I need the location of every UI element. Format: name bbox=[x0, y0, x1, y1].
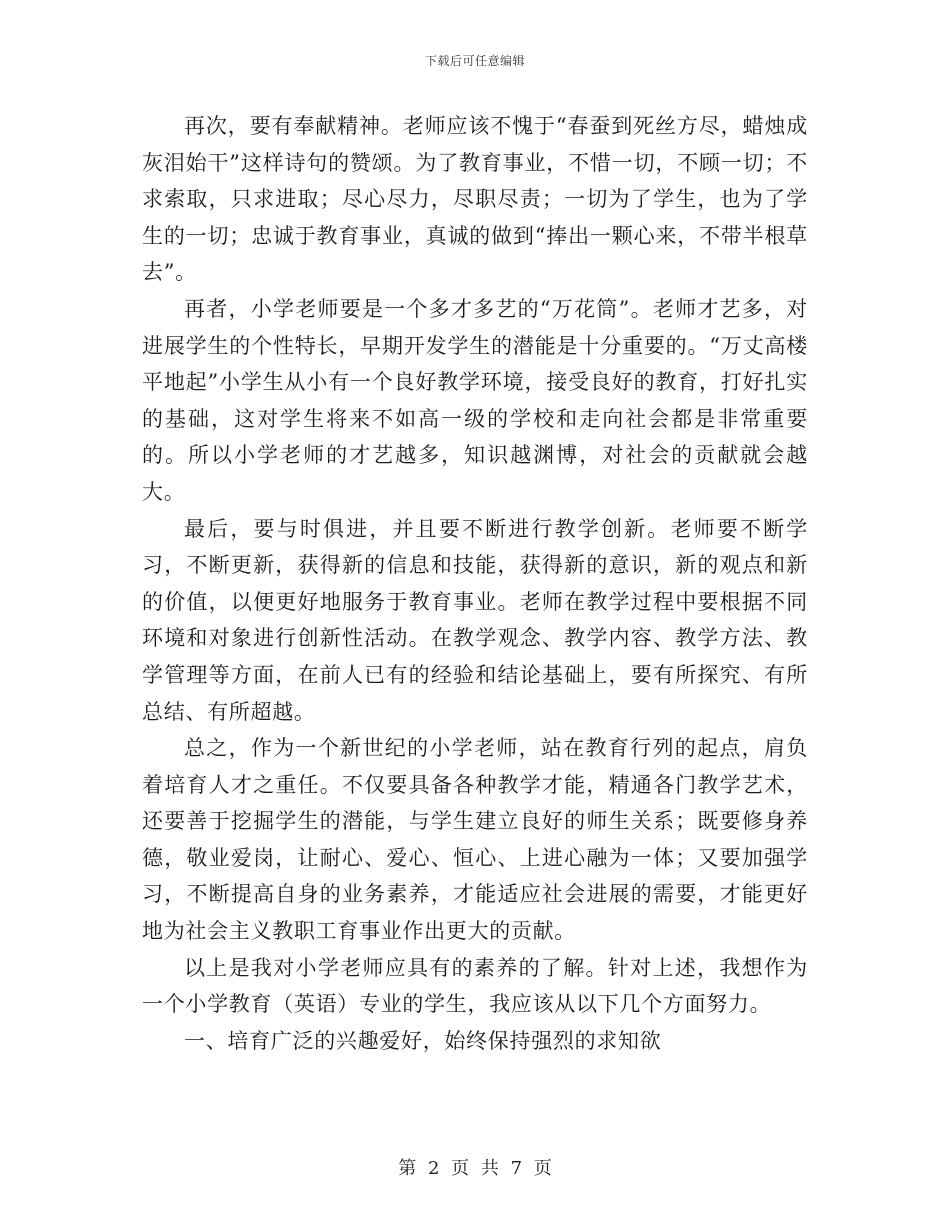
paragraph-dedication: 再次，要有奉献精神。老师应该不愧于“春蚕到死丝方尽，蜡烛成灰泪始干”这样诗句的赞颂。为了教育事业，不惜一切，不顾一切；不求索取，只求进取；尽心尽力，尽职尽责；一切为了学生，也为了学生的一切；忠诚于教育事业，真诚的做到“捧出一颗心来，不带半根草去”。 bbox=[142, 114, 808, 285]
paragraph-transition: 以上是我对小学老师应具有的素养的了解。针对上述，我想作为一个小学教育（英语）专业的学生，我应该从以下几个方面努力。 bbox=[142, 955, 808, 1017]
paragraph-talents: 再者，小学老师要是一个多才多艺的“万花筒”。老师才艺多，对进展学生的个性特长，早期开发学生的潜能是十分重要的。“万丈高楼平地起”小学生从小有一个良好教学环境，接受良好的教育，打好扎实的基础，这对学生将来不如高一级的学校和走向社会都是非常重要的。所以小学老师的才艺越多，知识越渊博，对社会的贡献就会越大。 bbox=[142, 296, 808, 504]
section-heading-1: 一、培育广泛的兴趣爱好，始终保持强烈的求知欲 bbox=[184, 1028, 662, 1053]
paragraph-summary: 总之，作为一个新世纪的小学老师，站在教育行列的起点，肩负着培育人才之重任。不仅要具备各种教学才能，精通各门教学艺术，还要善于挖掘学生的潜能，与学生建立良好的师生关系；既要修身养德，敬业爱岗，让耐心、爱心、恒心、上进心融为一体；又要加强学习，不断提高自身的业务素养，才能适应社会进展的需要，才能更好地为社会主义教职工育事业作出更大的贡献。 bbox=[142, 736, 808, 944]
paragraph-innovation: 最后，要与时俱进，并且要不断进行教学创新。老师要不断学习，不断更新，获得新的信息和技能，获得新的意识，新的观点和新的价值，以便更好地服务于教育事业。老师在教学过程中要根据不同环境和对象进行创新性活动。在教学观念、教学内容、教学方法、教学管理等方面，在前人已有的经验和结论基础上，要有所探究、有所总结、有所超越。 bbox=[142, 516, 808, 724]
page-header: 下载后可任意编辑 bbox=[424, 54, 525, 68]
document-body bbox=[142, 108, 808, 1059]
page-number: 第 2 页 共 7 页 bbox=[398, 1158, 552, 1179]
